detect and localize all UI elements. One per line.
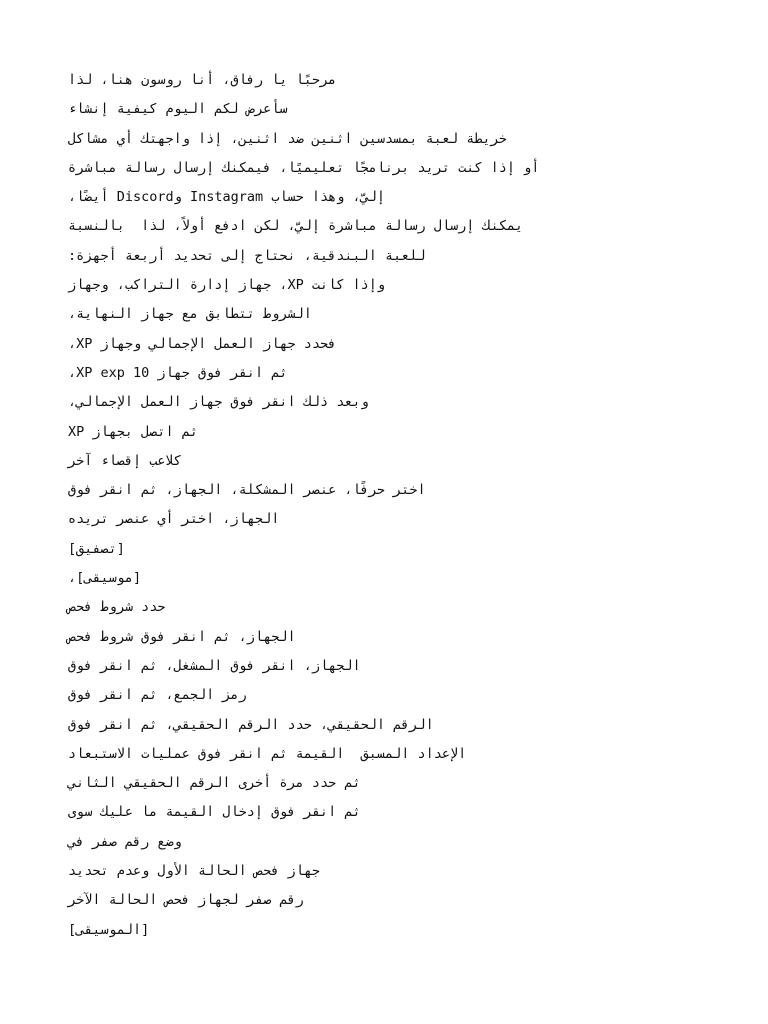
text-line: سأعرض لكم اليوم كيفية إنشاء [68, 101, 288, 118]
text-line: الرقم الحقيقي، حدد الرقم الحقيقي، ثم انقر فوق [68, 716, 434, 733]
text-line: فحدد جهاز العمل الإجمالي وجهاز XP، [68, 335, 337, 352]
text-line: الشروط تتطابق مع جهاز النهاية، [68, 306, 312, 323]
text-line: وضع رقم صفر في [68, 833, 182, 850]
text-line: [موسيقى]، [68, 570, 142, 587]
text-line: [الموسيقى] [68, 921, 150, 938]
text-line: كلاعب إقصاء آخر [68, 452, 182, 469]
text-line: مرحبًا يا رفاق، أنا روسون هنا، لذا [68, 72, 337, 88]
text-line: اختر حرفًا، عنصر المشكلة، الجهاز، ثم انقر فوق [68, 482, 426, 499]
text-line: يمكنك إرسال رسالة مباشرة إليّ، لكن ادفع أولاً، لذا بالنسبة [68, 218, 524, 235]
text-line: ثم انقر فوق إدخال القيمة ما عليك سوى [68, 804, 361, 821]
text-line: للعبة البندقية، نحتاج إلى تحديد أربعة أجهزة: [68, 247, 426, 264]
text-line: [تصفيق] [68, 540, 125, 557]
text-line: أو إذا كنت تريد برنامجًا تعليميًا، فيمكنك إرسال رسالة مباشرة [68, 159, 540, 176]
transcript-text [68, 66, 708, 945]
text-line: ثم اتصل بجهاز XP [68, 423, 199, 440]
text-line: ثم انقر فوق جهاز XP exp 10، [68, 364, 288, 381]
text-line: إليّ، وهذا حساب Instagram وDiscord أيضًا، [68, 189, 386, 206]
text-line: حدد شروط فحص [68, 599, 166, 616]
text-line: الجهاز، انقر فوق المشغل، ثم انقر فوق [68, 657, 361, 674]
text-line: الجهاز، اختر أي عنصر تريده [68, 511, 280, 528]
text-line: وإذا كانت XP، جهاز إدارة التراكب، وجهاز [68, 277, 385, 294]
text-line: رقم صفر لجهاز فحص الحالة الآخر [68, 892, 304, 909]
text-line: وبعد ذلك انقر فوق جهاز العمل الإجمالي، [68, 394, 369, 411]
text-line: ثم حدد مرة أخرى الرقم الحقيقي الثاني [68, 775, 361, 792]
text-line: الإعداد المسبق القيمة ثم انقر فوق عمليات الاستبعاد [68, 745, 467, 762]
text-line: الجهاز، ثم انقر فوق شروط فحص [68, 628, 296, 645]
text-line: رمز الجمع، ثم انقر فوق [68, 687, 247, 704]
text-line: جهاز فحص الحالة الأول وعدم تحديد [68, 863, 320, 880]
text-line: خريطة لعبة بمسدسين اثنين ضد اثنين، إذا واجهتك أي مشاكل [68, 130, 507, 147]
